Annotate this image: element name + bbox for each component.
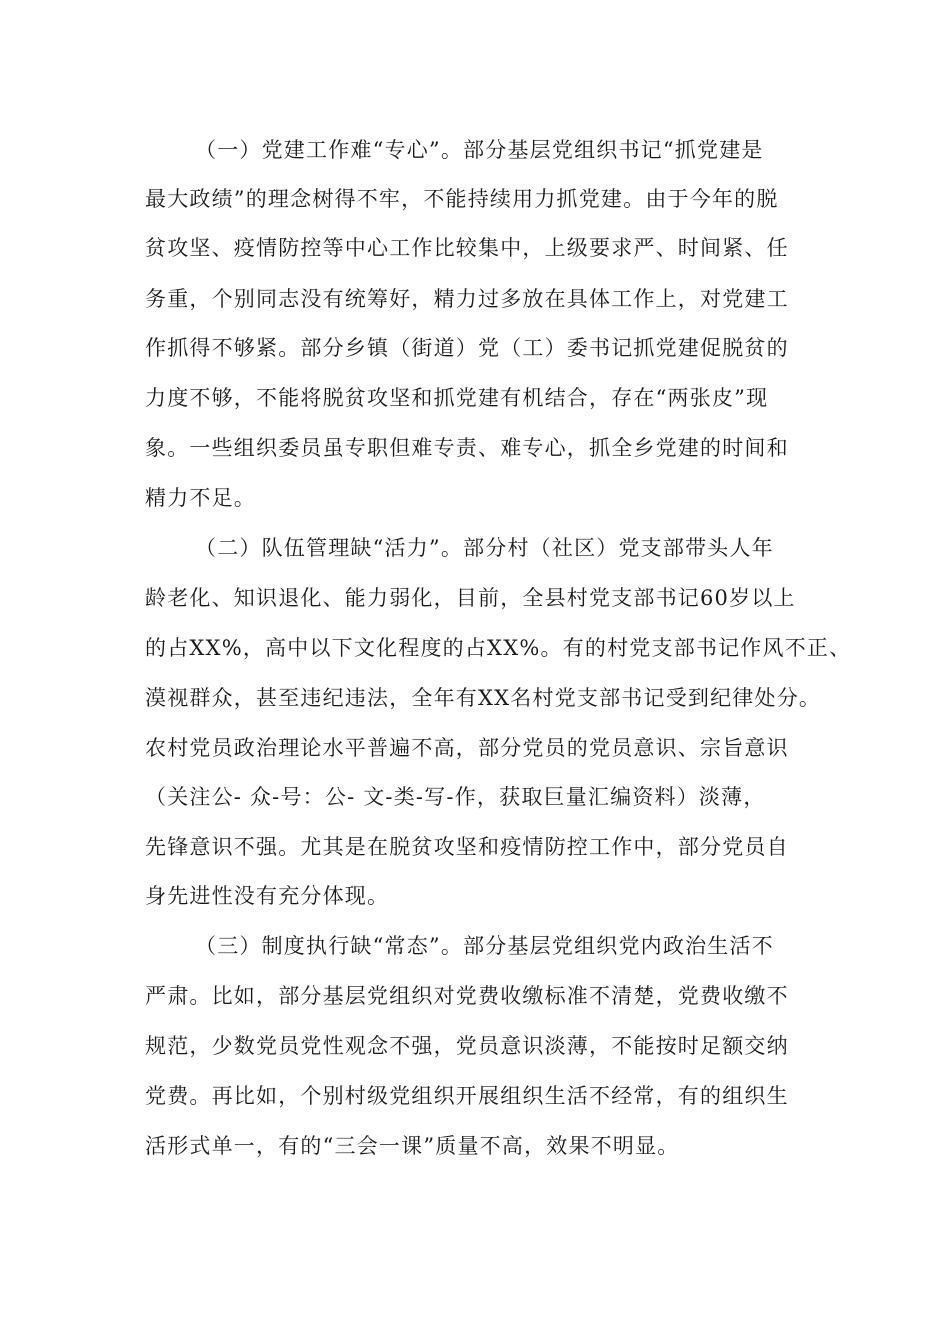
paragraph-1-line-8: 精力不足。 <box>145 486 256 510</box>
paragraph-1-line-5: 作抓得不够紧。部分乡镇（街道）党（工）委书记抓党建促脱贫的 <box>145 336 789 360</box>
paragraph-2-line-7: 先锋意识不强。尤其是在脱贫攻坚和疫情防控工作中，部分党员自 <box>145 835 789 859</box>
paragraph-2-line-6: （关注公- 众-号：公- 文-类-写-作，获取巨量汇编资料）淡薄， <box>145 785 766 809</box>
paragraph-1-line-1: （一）党建工作难“专心”。部分基层党组织书记“抓党建是 <box>195 138 764 162</box>
paragraph-3-line-2: 严肃。比如，部分基层党组织对党费收缴标准不清楚，党费收缴不 <box>145 984 789 1008</box>
paragraph-1-line-7: 象。一些组织委员虽专职但难专责、难专心，抓全乡党建的时间和 <box>145 436 789 460</box>
paragraph-2-line-1: （二）队伍管理缺“活力”。部分村（社区）党支部带头人年 <box>195 536 774 560</box>
paragraph-2-line-2: 龄老化、知识退化、能力弱化，目前，全县村党支部书记60岁以上 <box>145 586 796 610</box>
paragraph-2-line-5: 农村党员政治理论水平普遍不高，部分党员的党员意识、宗旨意识 <box>145 736 789 760</box>
paragraph-2-line-3: 的占XX%，高中以下文化程度的占XX%。有的村党支部书记作风不正、 <box>145 636 852 660</box>
paragraph-3-line-3: 规范，少数党员党性观念不强，党员意识淡薄，不能按时足额交纳 <box>145 1034 789 1058</box>
paragraph-1-line-6: 力度不够，不能将脱贫攻坚和抓党建有机结合，存在“两张皮”现 <box>145 386 769 410</box>
paragraph-1-line-2: 最大政绩”的理念树得不牢，不能持续用力抓党建。由于今年的脱 <box>145 187 779 211</box>
paragraph-3-line-5: 活形式单一，有的“三会一课”质量不高，效果不明显。 <box>145 1134 680 1158</box>
paragraph-1-line-3: 贫攻坚、疫情防控等中心工作比较集中，上级要求严、时间紧、任 <box>145 236 789 260</box>
paragraph-2-line-8: 身先进性没有充分体现。 <box>145 884 390 908</box>
paragraph-3-line-4: 党费。再比如，个别村级党组织开展组织生活不经常，有的组织生 <box>145 1084 789 1108</box>
paragraph-3-line-1: （三）制度执行缺“常态”。部分基层党组织党内政治生活不 <box>195 934 774 958</box>
paragraph-1-line-4: 务重，个别同志没有统筹好，精力过多放在具体工作上，对党建工 <box>145 287 789 311</box>
paragraph-2-line-4: 漠视群众，甚至违纪违法，全年有XX名村党支部书记受到纪律处分。 <box>145 686 822 710</box>
